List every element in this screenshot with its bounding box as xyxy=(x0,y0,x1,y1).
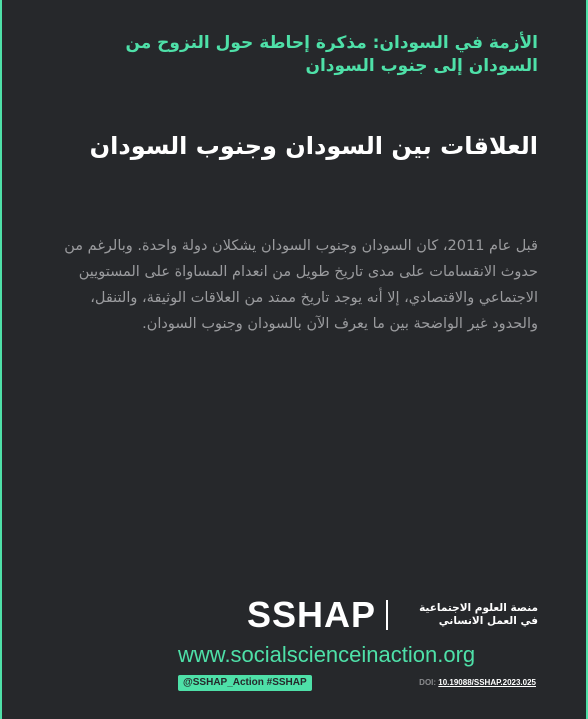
section-title: العلاقات بين السودان وجنوب السودان xyxy=(89,132,538,160)
website-link[interactable]: www.socialscienceinaction.org xyxy=(178,642,476,667)
body-paragraph: قبل عام 2011، كان السودان وجنوب السودان يشكلان دولة واحدة. وبالرغم من حدوث الانقسامات على مدى تاريخ طويل من انعدام المساواة على المستويين الاجتماعي والاقتصادي، إلا أنه يوجد تاريخ ممتد من العلاقات الوثيقة، والتنقل، والحدود غير الواضحة بين ما يعرف الآن بالسودان وجنوب السودان. xyxy=(64,238,538,332)
doi-link[interactable]: 10.19088/SSHAP.2023.025 xyxy=(438,678,536,687)
logo-divider xyxy=(386,600,388,630)
footer-logo xyxy=(247,594,538,636)
platform-name: منصة العلوم الاجتماعية في العمل الانساني xyxy=(419,602,538,627)
series-title: الأزمة في السودان: مذكرة إحاطة حول النزوح من السودان إلى جنوب السودان xyxy=(125,33,538,76)
sshap-logo: SSHAP xyxy=(246,594,376,635)
doi xyxy=(419,678,536,687)
doi-label: DOI: xyxy=(419,678,439,687)
social-handles-badge: @SSHAP_Action #SSHAP xyxy=(178,675,312,691)
